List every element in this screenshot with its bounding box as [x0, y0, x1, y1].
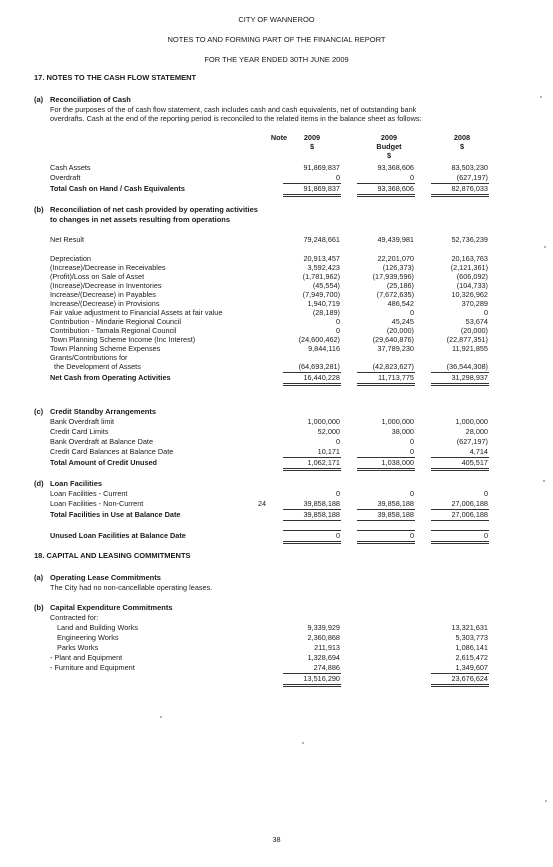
column-header-budget: Budget [376, 142, 402, 151]
total-rule [357, 470, 415, 471]
cell-budget: 0 [409, 173, 414, 182]
section-heading: Reconciliation of Cash [50, 95, 131, 104]
section-heading: Loan Facilities [50, 479, 103, 488]
cell-2008: (606,092) [456, 272, 488, 281]
total-budget: 93,368,606 [377, 184, 414, 193]
row-label: Overdraft [50, 173, 81, 182]
section-label: (b) [34, 603, 44, 612]
subtotal-rule [431, 530, 489, 531]
total-rule [357, 543, 415, 544]
note-18-title: 18. CAPITAL AND LEASING COMMITMENTS [34, 551, 191, 560]
total-rule [283, 194, 341, 195]
cell-budget: 49,439,981 [377, 235, 414, 244]
scan-speck [545, 800, 547, 802]
total-rule [283, 541, 341, 542]
row-label: Bank Overdraft limit [50, 417, 115, 426]
section-label: (c) [34, 407, 44, 416]
cell-budget: (42,823,627) [372, 362, 414, 371]
report-title: NOTES TO AND FORMING PART OF THE FINANCIAL REPORT [167, 35, 386, 44]
total-2008: 82,876,033 [451, 184, 488, 193]
total-rule [357, 468, 415, 469]
unused-2008: 0 [483, 531, 488, 540]
row-label: Loan Facilities - Non-Current [50, 499, 144, 508]
scan-speck [540, 96, 542, 98]
cell-budget: 93,368,606 [377, 163, 414, 172]
total-rule [431, 385, 489, 386]
row-label: the Development of Assets [50, 362, 141, 371]
cell-2009: 211,913 [314, 643, 340, 652]
total-rule [357, 541, 415, 542]
row-label: Fair value adjustment to Financial Assets at fair value [50, 308, 223, 317]
row-label: (Increase)/Decrease in Inventories [50, 281, 162, 290]
row-label: Bank Overdraft at Balance Date [50, 437, 154, 446]
cell-2009: (24,600,462) [298, 335, 340, 344]
cell-2009: 91,869,837 [303, 163, 340, 172]
total-2008: 31,298,937 [451, 373, 488, 382]
total-rule [357, 520, 415, 521]
cell-2008: 2,615,472 [455, 653, 488, 662]
org-name: CITY OF WANNEROO [238, 15, 315, 24]
total-rule [431, 541, 489, 542]
total-rule [283, 684, 341, 685]
cell-2008: (627,197) [456, 437, 488, 446]
cell-2008: (36,544,308) [446, 362, 488, 371]
paragraph-line: overdrafts. Cash at the end of the reporting period is reconciled to the related items in the balance sheet as follows: [50, 114, 422, 123]
cell-2008: 1,349,607 [455, 663, 488, 672]
cell-budget: 0 [409, 489, 414, 498]
cell-2009: (1,781,962) [302, 272, 340, 281]
cell-2009: 0 [335, 173, 340, 182]
cell-2009: (64,693,281) [298, 362, 340, 371]
note-reference: 24 [258, 499, 267, 508]
total-rule [431, 684, 489, 685]
cell-2009: 274,886 [313, 663, 340, 672]
total-2008: 27,006,188 [451, 510, 488, 519]
cell-2009: 0 [335, 326, 340, 335]
cell-2008: 10,326,962 [451, 290, 488, 299]
column-header-unit: $ [309, 142, 315, 151]
sub-heading: Contracted for: [50, 613, 99, 622]
row-label: Town Planning Scheme Income (Inc Interest) [50, 335, 196, 344]
total-rule [431, 196, 489, 197]
cell-2009: 9,844,116 [308, 344, 340, 353]
total-2009: 39,858,188 [303, 510, 340, 519]
total-2009: 91,869,837 [303, 184, 340, 193]
row-label: Depreciation [50, 254, 91, 263]
cell-2008: 27,006,188 [451, 499, 488, 508]
row-label: - Plant and Equipment [50, 653, 123, 662]
cell-2008: 0 [483, 308, 488, 317]
cell-budget: 486,542 [387, 299, 414, 308]
total-rule [283, 385, 341, 386]
total-2009: 16,440,228 [303, 373, 340, 382]
column-header-unit: $ [459, 142, 465, 151]
total-budget: 39,858,188 [377, 510, 414, 519]
cell-2008: 28,000 [465, 427, 488, 436]
cell-2009: 0 [335, 437, 340, 446]
cell-2008: 52,736,239 [451, 235, 488, 244]
cell-2008: 13,321,631 [451, 623, 488, 632]
total-rule [283, 520, 341, 521]
total-rule [283, 468, 341, 469]
cell-2008: 83,503,230 [451, 163, 488, 172]
cell-budget: (20,000) [386, 326, 414, 335]
cell-budget: 1,000,000 [381, 417, 414, 426]
report-period: FOR THE YEAR ENDED 30TH JUNE 2009 [204, 55, 349, 64]
cell-budget: (7,672,635) [376, 290, 414, 299]
total-2009: 1,062,171 [307, 458, 340, 467]
row-label: (Profit)/Loss on Sale of Asset [50, 272, 145, 281]
scan-speck [160, 716, 162, 718]
cell-budget: 0 [409, 437, 414, 446]
cell-budget: 45,245 [391, 317, 414, 326]
cell-2009: 2,360,868 [307, 633, 340, 642]
row-label: Increase/(Decrease) in Provisions [50, 299, 160, 308]
cell-2009: (7,949,700) [302, 290, 340, 299]
total-rule [431, 194, 489, 195]
cell-2008: (104,733) [456, 281, 488, 290]
cell-2008: 0 [483, 489, 488, 498]
total-2008: 405,517 [461, 458, 488, 467]
row-label: Cash Assets [50, 163, 91, 172]
section-heading: Capital Expenditure Commitments [50, 603, 173, 612]
cell-2009: 0 [335, 489, 340, 498]
note-17-title: 17. NOTES TO THE CASH FLOW STATEMENT [34, 73, 197, 82]
total-rule [357, 385, 415, 386]
total-rule [283, 196, 341, 197]
cell-2009: 79,248,661 [303, 235, 340, 244]
total-rule [431, 468, 489, 469]
row-label: Loan Facilities - Current [50, 489, 128, 498]
cell-2009: 10,171 [317, 447, 340, 456]
cell-2009: (45,554) [312, 281, 340, 290]
cell-budget: 22,201,070 [377, 254, 414, 263]
subtotal-rule [283, 530, 341, 531]
cell-budget: (126,373) [382, 263, 414, 272]
cell-2009: 0 [335, 317, 340, 326]
total-rule [283, 686, 341, 687]
page-number: 38 [272, 835, 281, 844]
unused-label: Unused Loan Facilities at Balance Date [50, 531, 186, 540]
cell-2008: 11,921,855 [452, 344, 488, 353]
cell-2008: 20,163,763 [451, 254, 488, 263]
total-rule [431, 383, 489, 384]
cell-2009: 1,000,000 [307, 417, 340, 426]
section-heading: Credit Standby Arrangements [50, 407, 156, 416]
row-label: Credit Card Limits [50, 427, 109, 436]
section-label: (a) [34, 573, 44, 582]
total-rule [357, 196, 415, 197]
section-heading: to changes in net assets resulting from operations [50, 215, 231, 224]
cell-budget: (25,186) [386, 281, 414, 290]
section-label: (b) [34, 205, 44, 214]
row-label: (Increase)/Decrease in Receivables [50, 263, 166, 272]
total-rule [357, 383, 415, 384]
scan-speck [302, 742, 304, 744]
column-header-2009-budget: 2009 [380, 133, 398, 142]
cell-2009: 20,913,457 [303, 254, 340, 263]
row-label: Engineering Works [57, 633, 119, 642]
cell-budget: 38,000 [391, 427, 414, 436]
cell-budget: 0 [409, 308, 414, 317]
paragraph-line: The City had no non-cancellable operating leases. [50, 583, 213, 592]
cell-budget: (29,640,876) [372, 335, 414, 344]
cell-2008: 370,289 [461, 299, 488, 308]
cell-2009: 39,858,188 [303, 499, 340, 508]
cell-budget: 39,858,188 [377, 499, 414, 508]
row-label: Land and Building Works [57, 623, 138, 632]
cell-2008: (20,000) [460, 326, 488, 335]
cell-2008: (2,121,361) [450, 263, 488, 272]
column-header-2009: 2009 [303, 133, 321, 142]
section-heading: Operating Lease Commitments [50, 573, 161, 582]
row-label: Town Planning Scheme Expenses [50, 344, 161, 353]
cell-2009: (28,189) [312, 308, 340, 317]
cell-2008: 1,086,141 [455, 643, 488, 652]
unused-budget: 0 [409, 531, 414, 540]
row-label: - Furniture and Equipment [50, 663, 135, 672]
cell-2008: (627,197) [456, 173, 488, 182]
total-budget: 1,038,000 [381, 458, 414, 467]
scan-speck [543, 480, 545, 482]
cell-budget: 0 [409, 447, 414, 456]
cell-2008: 1,000,000 [455, 417, 488, 426]
total-rule [283, 470, 341, 471]
total-label: Net Cash from Operating Activities [50, 373, 171, 382]
column-header-2008: 2008 [453, 133, 471, 142]
total-rule [431, 543, 489, 544]
cell-2009: 3,592,423 [307, 263, 340, 272]
total-2008: 23,676,624 [451, 674, 488, 683]
cell-2009: 52,000 [317, 427, 340, 436]
cell-2009: 1,940,719 [307, 299, 340, 308]
row-label: Increase/(Decrease) in Payables [50, 290, 156, 299]
column-header-note: Note [270, 133, 288, 142]
total-label: Total Facilities in Use at Balance Date [50, 510, 181, 519]
row-label: Grants/Contributions for [50, 353, 128, 362]
section-label: (a) [34, 95, 44, 104]
row-label: Credit Card Balances at Balance Date [50, 447, 174, 456]
total-rule [357, 194, 415, 195]
cell-2009: 9,339,929 [307, 623, 340, 632]
row-label: Contribution - Tamala Regional Council [50, 326, 177, 335]
total-rule [431, 470, 489, 471]
cell-2008: (22,877,351) [446, 335, 488, 344]
paragraph-line: For the purposes of the of cash flow statement, cash includes cash and cash equivalents, net of outstanding bank [50, 105, 417, 114]
total-budget: 11,713,775 [378, 373, 414, 382]
cell-2008: 5,303,773 [455, 633, 488, 642]
total-rule [283, 383, 341, 384]
total-rule [283, 543, 341, 544]
row-label: Parks Works [57, 643, 99, 652]
unused-2009: 0 [335, 531, 340, 540]
total-label: Total Amount of Credit Unused [50, 458, 158, 467]
row-label: Net Result [50, 235, 85, 244]
column-header-unit: $ [386, 151, 392, 160]
total-rule [431, 686, 489, 687]
subtotal-rule [357, 530, 415, 531]
cell-2009: 1,328,694 [307, 653, 340, 662]
section-label: (d) [34, 479, 44, 488]
cell-budget: (17,939,596) [372, 272, 414, 281]
total-rule [431, 520, 489, 521]
cell-budget: 37,789,230 [377, 344, 414, 353]
cell-2008: 53,674 [465, 317, 488, 326]
section-heading: Reconciliation of net cash provided by operating activities [50, 205, 258, 214]
scan-speck [544, 246, 546, 248]
total-label: Total Cash on Hand / Cash Equivalents [50, 184, 185, 193]
row-label: Contribution - Mindarie Regional Council [50, 317, 182, 326]
cell-2008: 4,714 [469, 447, 488, 456]
total-2009: 13,516,290 [303, 674, 340, 683]
